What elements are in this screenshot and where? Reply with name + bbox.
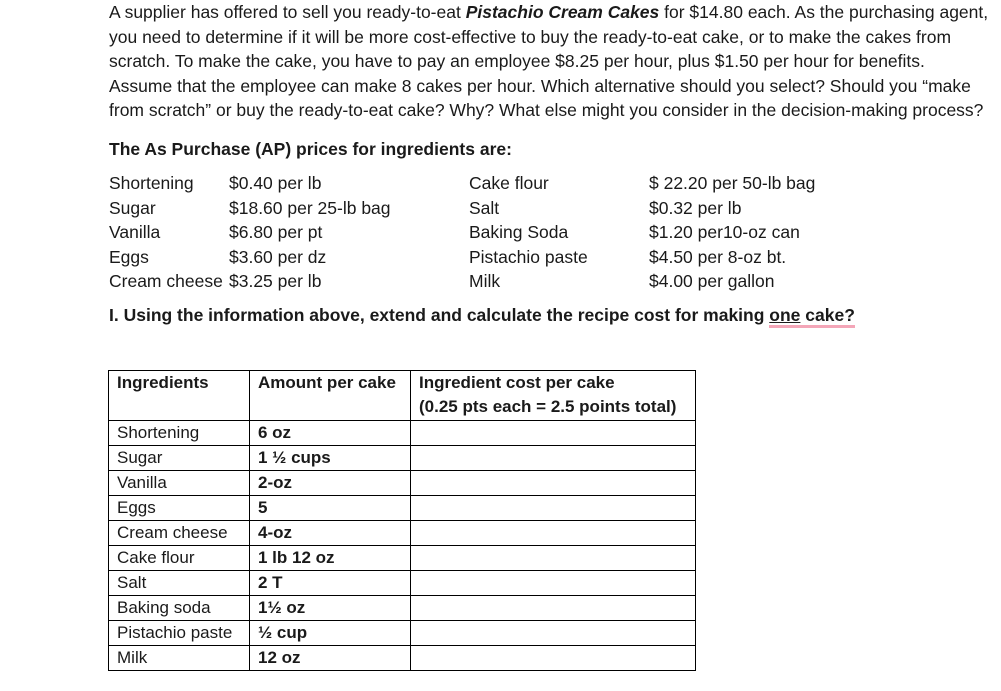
price-value: $0.32 per lb (649, 197, 742, 218)
document-page (109, 0, 989, 327)
price-row (109, 271, 989, 296)
cost-cell[interactable] (411, 496, 696, 521)
price-row (109, 198, 989, 223)
question-suffix: cake? (800, 305, 854, 328)
price-row (109, 222, 989, 247)
cost-cell[interactable] (411, 521, 696, 546)
price-item: Pistachio paste (469, 246, 588, 267)
table-row (109, 596, 696, 621)
price-row (109, 247, 989, 272)
table-row (109, 496, 696, 521)
ingredient-cell: Salt (109, 571, 250, 596)
ingredient-cell: Baking soda (109, 596, 250, 621)
amount-cell: ½ cup (250, 621, 411, 646)
header-cost-points: (0.25 pts each = 2.5 points total) (419, 397, 677, 416)
price-item: Milk (469, 270, 501, 291)
cost-cell[interactable] (411, 546, 696, 571)
cost-cell[interactable] (411, 646, 696, 671)
amount-cell: 5 (250, 496, 411, 521)
amount-cell: 2 T (250, 571, 411, 596)
product-name: Pistachio Cream Cakes (465, 2, 660, 22)
price-value: $ 22.20 per 50-lb bag (649, 172, 816, 193)
price-item: Cake flour (469, 172, 549, 193)
table-header-row (109, 371, 696, 421)
amount-cell: 2-oz (250, 471, 411, 496)
ingredient-cell: Shortening (109, 421, 250, 446)
cost-cell[interactable] (411, 596, 696, 621)
problem-text-1: A supplier has offered to sell you ready-to-eat (109, 2, 466, 22)
header-cost (411, 371, 696, 421)
header-amount: Amount per cake (250, 371, 411, 421)
price-value: $6.80 per pt (229, 221, 323, 242)
table-row (109, 471, 696, 496)
table-row (109, 621, 696, 646)
table-row (109, 421, 696, 446)
cost-cell[interactable] (411, 571, 696, 596)
recipe-cost-table (108, 370, 696, 671)
price-value: $4.50 per 8-oz bt. (649, 246, 787, 267)
header-ingredients: Ingredients (109, 371, 250, 421)
amount-cell: 6 oz (250, 421, 411, 446)
price-item: Cream cheese (109, 270, 223, 291)
ingredient-cell: Sugar (109, 446, 250, 471)
amount-cell: 1 lb 12 oz (250, 546, 411, 571)
ingredient-cell: Cake flour (109, 546, 250, 571)
table-row (109, 646, 696, 671)
table-row (109, 446, 696, 471)
problem-text-2: for $14.80 each. As the purchasing agent, you need to determine if it will be more cost-effective to buy the ready-to-eat cake, or to make the cakes from scratch. To make the cake, you have to pay an employee $8.25 per hour, plus $1.50 per hour for benefits. Assume that the employee can make 8 cakes per hour. Which alternative should you select? Should you “make from scratch” or buy the ready-to-eat cake? Why? What else might you consider in the decision-making process? (109, 2, 989, 120)
ingredient-cell: Cream cheese (109, 521, 250, 546)
price-value: $3.25 per lb (229, 270, 322, 291)
price-value: $4.00 per gallon (649, 270, 775, 291)
ingredient-cell: Pistachio paste (109, 621, 250, 646)
price-item: Sugar (109, 197, 156, 218)
table-row (109, 521, 696, 546)
cost-cell[interactable] (411, 446, 696, 471)
cost-cell[interactable] (411, 421, 696, 446)
amount-cell: 12 oz (250, 646, 411, 671)
ingredient-cell: Milk (109, 646, 250, 671)
question-text: I. Using the information above, extend and calculate the recipe cost for making (109, 304, 770, 325)
price-item: Salt (469, 197, 500, 218)
price-item: Shortening (109, 172, 194, 193)
amount-cell: 1½ oz (250, 596, 411, 621)
cost-cell[interactable] (411, 621, 696, 646)
question-emphasis: one (769, 305, 800, 328)
amount-cell: 1 ½ cups (250, 446, 411, 471)
price-value: $0.40 per lb (229, 172, 322, 193)
amount-cell: 4-oz (250, 521, 411, 546)
price-value: $18.60 per 25-lb bag (229, 197, 391, 218)
table-row (109, 546, 696, 571)
price-item: Baking Soda (469, 221, 569, 242)
table-row (109, 571, 696, 596)
price-item: Eggs (109, 246, 149, 267)
prices-heading: The As Purchase (AP) prices for ingredients are: (109, 138, 512, 159)
price-row (109, 173, 989, 198)
ingredient-cell: Vanilla (109, 471, 250, 496)
problem-statement (109, 0, 989, 123)
cost-cell[interactable] (411, 471, 696, 496)
price-value: $3.60 per dz (229, 246, 327, 267)
price-value: $1.20 per10-oz can (649, 221, 800, 242)
question-heading (109, 303, 989, 327)
price-list (109, 173, 989, 297)
header-cost-label: Ingredient cost per cake (419, 373, 615, 392)
price-item: Vanilla (109, 221, 161, 242)
ingredient-cell: Eggs (109, 496, 250, 521)
